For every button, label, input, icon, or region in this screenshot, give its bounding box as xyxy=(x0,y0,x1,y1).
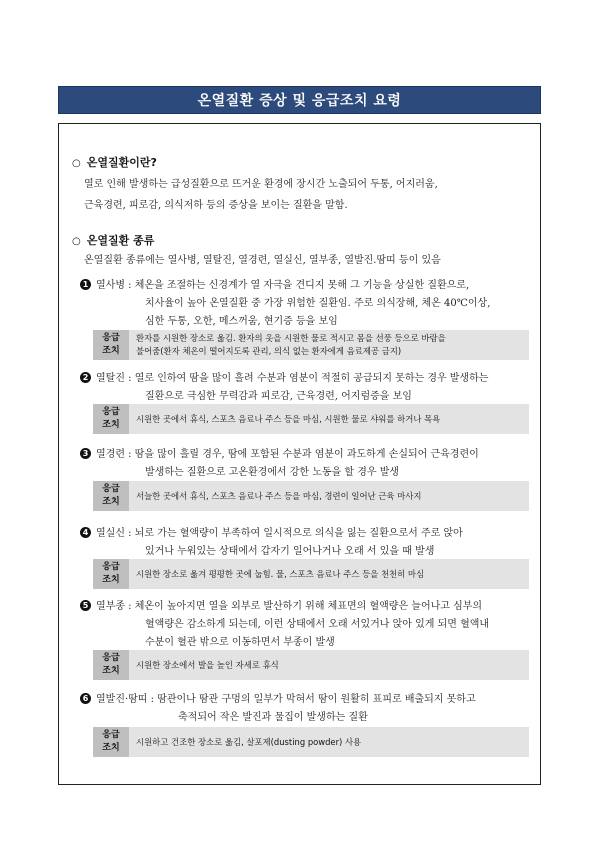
number-3-icon: 3 xyxy=(80,448,91,459)
item-line: 있거나 누워있는 상태에서 갑자기 일어나거나 오래 서 있을 때 발생 xyxy=(145,546,435,557)
care-box xyxy=(93,559,529,589)
care-box xyxy=(93,650,529,680)
section-heading-text: 온열질환 종류 xyxy=(86,234,155,247)
number-1-icon: 1 xyxy=(80,279,91,290)
care-text: 시원한 장소에서 발을 높인 자세로 휴식 xyxy=(136,659,279,670)
item-line: 혈액량은 감소하게 되는데, 이런 상태에서 오래 서있거나 앉아 있게 되면 혈액내 xyxy=(145,619,490,630)
care-label: 응급 조치 xyxy=(93,559,129,589)
care-box xyxy=(93,727,529,757)
page-title: 온열질환 증상 및 응급조치 요령 xyxy=(197,93,402,109)
care-label: 응급 조치 xyxy=(93,650,129,680)
care-box xyxy=(93,404,529,434)
item-line: 열경련 : 땀을 많이 흘릴 경우, 땀에 포함된 수분과 염분이 과도하게 손실되어 근육경련이 xyxy=(96,449,479,460)
item-line: 질환으로 극심한 무력감과 피로감, 근육경련, 어지럼증을 보임 xyxy=(145,391,412,402)
section-heading-definition xyxy=(72,154,157,170)
number-6-icon: 6 xyxy=(80,693,91,704)
section-heading-types xyxy=(72,232,154,248)
care-text: 서늘한 곳에서 휴식, 스포츠 음료나 주스 등을 마심, 경련이 일어난 근육 마사지 xyxy=(136,490,422,501)
care-text: 시원한 장소로 옮겨 평평한 곳에 눕힘. 물, 스포츠 음료나 주스 등을 천천히 마심 xyxy=(136,568,425,579)
title-banner xyxy=(58,86,541,114)
section-heading-text: 온열질환이란? xyxy=(86,156,157,169)
circle-bullet-icon: ○ xyxy=(72,158,81,169)
item-heat-cramps xyxy=(80,446,479,482)
item-line: 축적되어 작은 발진과 물집이 발생하는 질환 xyxy=(178,712,368,723)
item-line: 열실신 : 뇌로 가는 혈액량이 부족하여 일시적으로 의식을 잃는 질환으로서 주로 앉아 xyxy=(96,528,463,539)
care-text: 시원한 곳에서 휴식, 스포츠 음료나 주스 등을 마심, 시원한 물로 샤워를 하거나 목욕 xyxy=(136,413,441,424)
item-line: 치사율이 높아 온열질환 중 가장 위험한 질환임. 주로 의식장해, 체온 40℃이상, xyxy=(145,298,491,309)
item-line: 열사병 : 체온을 조절하는 신경계가 열 자극을 견디지 못해 그 기능을 상실한 질환으로, xyxy=(96,280,470,291)
care-label: 응급 조치 xyxy=(93,727,129,757)
definition-line: 근육경련, 피로감, 의식저하 등의 증상을 보이는 질환을 말함. xyxy=(84,200,348,211)
care-box xyxy=(93,481,529,511)
care-label: 응급 조치 xyxy=(93,330,129,360)
item-heat-edema xyxy=(80,598,489,652)
item-line: 열탈진 : 열로 인하여 땀을 많이 흘려 수분과 염분이 적절히 공급되지 못하는 경우 발생하는 xyxy=(96,373,489,384)
care-label: 응급 조치 xyxy=(93,481,129,511)
care-text: 시원하고 건조한 장소로 옮김, 살포제(dusting powder) 사용 xyxy=(136,736,362,747)
item-line: 열발진·땀띠 : 땀관이나 땀관 구멍의 일부가 막혀서 땀이 원활히 표피로 배출되지 못하고 xyxy=(96,694,476,705)
item-heat-rash xyxy=(80,691,476,727)
item-line: 열부종 : 체온이 높아지면 열을 외부로 발산하기 위해 체표면의 혈액량은 늘어나고 심부의 xyxy=(96,601,483,612)
item-line: 발생하는 질환으로 고온환경에서 강한 노동을 할 경우 발생 xyxy=(145,467,400,478)
number-5-icon: 5 xyxy=(80,600,91,611)
care-label: 응급 조치 xyxy=(93,404,129,434)
circle-bullet-icon: ○ xyxy=(72,236,81,247)
item-heat-syncope xyxy=(80,525,463,561)
definition-paragraph xyxy=(84,174,438,216)
number-4-icon: 4 xyxy=(80,527,91,538)
definition-line: 열로 인해 발생하는 급성질환으로 뜨거운 환경에 장시간 노출되어 두통, 어지러움, xyxy=(84,179,438,190)
item-line: 수분이 혈관 밖으로 이동하면서 부종이 발생 xyxy=(145,637,335,648)
care-box xyxy=(93,330,529,360)
types-intro: 온열질환 종류에는 열사병, 열탈진, 열경련, 열실신, 열부종, 열발진.땀띠 등이 있음 xyxy=(84,255,441,266)
care-text: 환자를 시원한 장소로 옮김. 환자의 옷을 시원한 물로 적시고 몸을 선풍 등으로 바람을 불어줌(환자 체온이 떨어지도록 관리, 의식 없는 환자에게 음료제공 금지) xyxy=(136,333,446,356)
item-heat-exhaustion xyxy=(80,370,488,406)
number-2-icon: 2 xyxy=(80,372,91,383)
item-heatstroke xyxy=(80,277,490,331)
item-line: 심한 두통, 오한, 메스꺼움, 현기증 등을 보임 xyxy=(145,316,338,327)
